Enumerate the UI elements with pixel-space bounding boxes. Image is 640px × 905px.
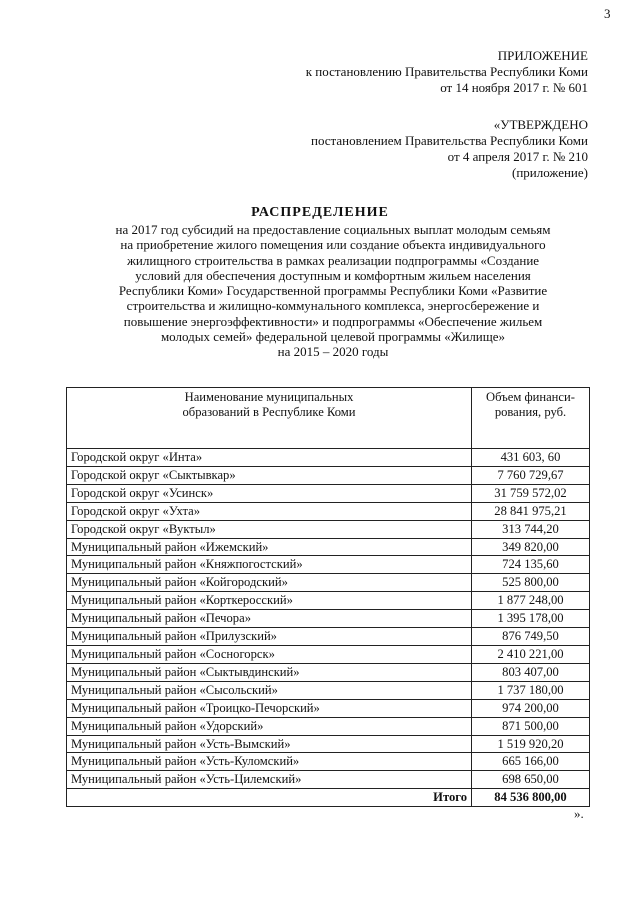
subtitle-line: на 2015 – 2020 годы bbox=[277, 344, 389, 360]
table-row bbox=[67, 699, 590, 717]
document-subtitle bbox=[78, 222, 588, 360]
municipality-name: Муниципальный район «Удорский» bbox=[67, 717, 472, 735]
funding-amount: 1 877 248,00 bbox=[472, 592, 590, 610]
header-name-line: Наименование муниципальных bbox=[184, 390, 354, 404]
appendix-date: от 14 ноября 2017 г. № 601 bbox=[440, 80, 588, 95]
subtitle-line: повышение энергоэффективности» и подпрограммы «Обеспечение жильем bbox=[123, 313, 543, 329]
table-row bbox=[67, 502, 590, 520]
municipality-name: Муниципальный район «Троицко-Печорский» bbox=[67, 699, 472, 717]
table-row bbox=[67, 645, 590, 663]
funding-amount: 431 603, 60 bbox=[472, 449, 590, 467]
header-name-line: образований в Республике Коми bbox=[182, 405, 356, 419]
header-amount-line: Объем финанси- bbox=[486, 390, 575, 404]
funding-amount: 974 200,00 bbox=[472, 699, 590, 717]
funding-amount: 313 744,20 bbox=[472, 520, 590, 538]
funding-amount: 349 820,00 bbox=[472, 538, 590, 556]
table-row bbox=[67, 717, 590, 735]
funding-amount: 871 500,00 bbox=[472, 717, 590, 735]
table-row bbox=[67, 753, 590, 771]
funding-amount: 7 760 729,67 bbox=[472, 466, 590, 484]
appendix-heading: ПРИЛОЖЕНИЕ bbox=[497, 48, 588, 63]
funding-amount: 525 800,00 bbox=[472, 574, 590, 592]
header-name-cell bbox=[67, 388, 472, 449]
municipality-name: Городской округ «Вуктыл» bbox=[67, 520, 472, 538]
funding-amount: 1 737 180,00 bbox=[472, 681, 590, 699]
municipality-name: Муниципальный район «Ижемский» bbox=[67, 538, 472, 556]
table-row bbox=[67, 771, 590, 789]
header-amount-line: рования, руб. bbox=[494, 405, 567, 419]
table-row bbox=[67, 610, 590, 628]
subtitle-line: строительства и жилищно-коммунального комплекса, энергосбережение и bbox=[126, 298, 540, 314]
distribution-table bbox=[66, 387, 590, 807]
closing-quote: ». bbox=[574, 806, 584, 821]
table-row bbox=[67, 681, 590, 699]
approved-heading: «УТВЕРЖДЕНО bbox=[493, 117, 588, 132]
table-row bbox=[67, 663, 590, 681]
funding-amount: 665 166,00 bbox=[472, 753, 590, 771]
approved-block bbox=[188, 117, 588, 181]
municipality-name: Муниципальный район «Корткеросский» bbox=[67, 592, 472, 610]
subtitle-line: на приобретение жилого помещения или создание объекта индивидуального bbox=[120, 237, 546, 253]
subtitle-line: на 2017 год субсидий на предоставление социальных выплат молодым семьям bbox=[115, 222, 551, 237]
table-row bbox=[67, 466, 590, 484]
table-row bbox=[67, 484, 590, 502]
total-label: Итого bbox=[67, 789, 472, 807]
municipality-name: Муниципальный район «Княжпогостский» bbox=[67, 556, 472, 574]
funding-amount: 803 407,00 bbox=[472, 663, 590, 681]
municipality-name: Муниципальный район «Койгородский» bbox=[67, 574, 472, 592]
municipality-name: Городской округ «Усинск» bbox=[67, 484, 472, 502]
approved-date: от 4 апреля 2017 г. № 210 bbox=[447, 149, 588, 164]
municipality-name: Муниципальный район «Печора» bbox=[67, 610, 472, 628]
table-row bbox=[67, 556, 590, 574]
municipality-name: Городской округ «Ухта» bbox=[67, 502, 472, 520]
table-row bbox=[67, 628, 590, 646]
municipality-name: Городской округ «Инта» bbox=[67, 449, 472, 467]
table-row bbox=[67, 449, 590, 467]
funding-amount: 31 759 572,02 bbox=[472, 484, 590, 502]
subtitle-line: жилищного строительства в рамках реализации подпрограммы «Создание bbox=[126, 252, 540, 268]
funding-amount: 876 749,50 bbox=[472, 628, 590, 646]
table-row bbox=[67, 520, 590, 538]
municipality-name: Муниципальный район «Усть-Цилемский» bbox=[67, 771, 472, 789]
funding-amount: 724 135,60 bbox=[472, 556, 590, 574]
appendix-reference: к постановлению Правительства Республики Коми bbox=[305, 64, 588, 79]
municipality-name: Муниципальный район «Сыктывдинский» bbox=[67, 663, 472, 681]
total-amount: 84 536 800,00 bbox=[472, 789, 590, 807]
table-row bbox=[67, 538, 590, 556]
document-title: РАСПРЕДЕЛЕНИЕ bbox=[251, 205, 389, 220]
total-row bbox=[67, 789, 590, 807]
funding-amount: 2 410 221,00 bbox=[472, 645, 590, 663]
funding-amount: 1 519 920,20 bbox=[472, 735, 590, 753]
page-number: 3 bbox=[604, 6, 611, 21]
approved-reference: постановлением Правительства Республики Коми bbox=[311, 133, 588, 148]
municipality-name: Городской округ «Сыктывкар» bbox=[67, 466, 472, 484]
funding-amount: 28 841 975,21 bbox=[472, 502, 590, 520]
subtitle-line: условий для обеспечения доступным и комфортным жильем населения bbox=[135, 267, 531, 283]
header-amount-cell bbox=[472, 388, 590, 449]
subtitle-line: Республики Коми» Государственной программы Республики Коми «Развитие bbox=[118, 283, 548, 299]
table-row bbox=[67, 574, 590, 592]
appendix-block bbox=[188, 48, 588, 96]
municipality-name: Муниципальный район «Усть-Куломский» bbox=[67, 753, 472, 771]
municipality-name: Муниципальный район «Усть-Вымский» bbox=[67, 735, 472, 753]
table-row bbox=[67, 735, 590, 753]
funding-amount: 698 650,00 bbox=[472, 771, 590, 789]
municipality-name: Муниципальный район «Сысольский» bbox=[67, 681, 472, 699]
approved-note: (приложение) bbox=[511, 165, 588, 180]
table-body bbox=[67, 449, 590, 789]
municipality-name: Муниципальный район «Сосногорск» bbox=[67, 645, 472, 663]
table-header-row bbox=[67, 388, 590, 449]
table-row bbox=[67, 592, 590, 610]
subtitle-line: молодых семей» федеральной целевой программы «Жилище» bbox=[160, 329, 506, 345]
funding-amount: 1 395 178,00 bbox=[472, 610, 590, 628]
municipality-name: Муниципальный район «Прилузский» bbox=[67, 628, 472, 646]
